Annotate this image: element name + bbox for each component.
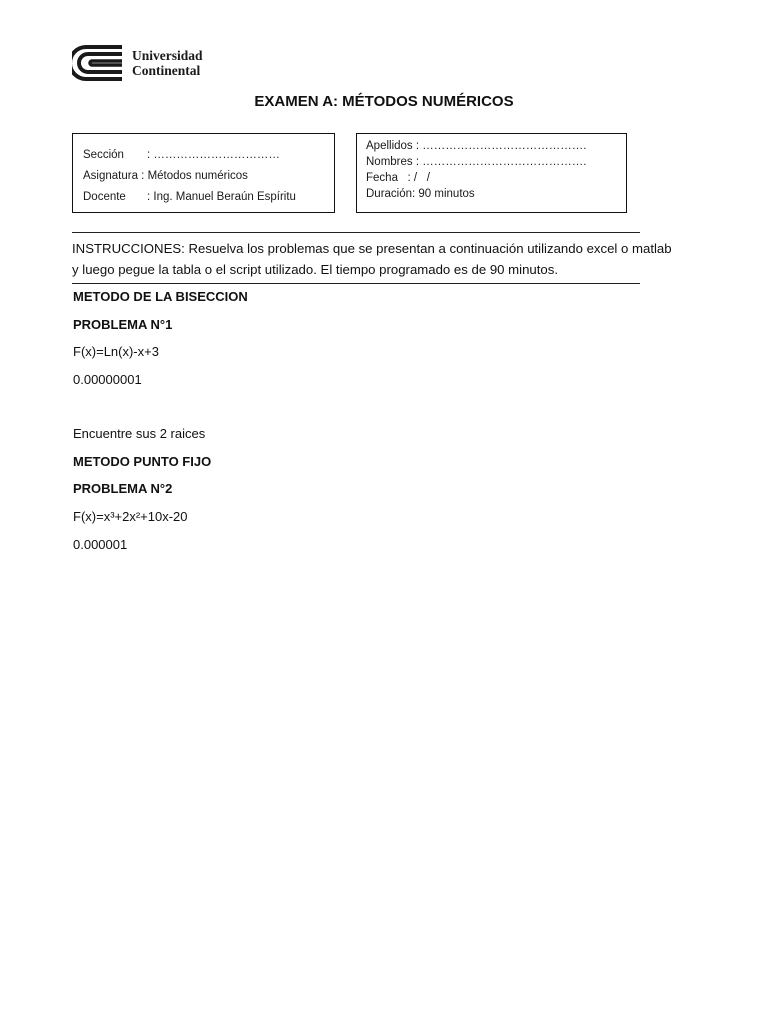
seccion-value: : …………………………… [147,149,280,161]
section1-tolerance: 0.00000001 [73,372,142,387]
docente-row [83,191,296,203]
logo-wordmark [132,48,203,78]
duracion-row: Duración: 90 minutos [366,188,475,200]
logo-line-2: Continental [132,63,201,78]
section2-problem: PROBLEMA N°2 [73,481,173,496]
seccion-label: Sección [83,149,124,161]
instructions-line-1: INSTRUCCIONES: Resuelva los problemas que se presentan a continuación utilizando excel o matlab [72,241,672,256]
instructions-line-2: y luego pegue la tabla o el script utilizado. El tiempo programado es de 90 minutos. [72,262,559,277]
docente-label: Docente [83,191,126,203]
nombres-row: Nombres : ……………………………………. [366,156,587,168]
section1-heading: METODO DE LA BISECCION [73,289,248,304]
section2-tolerance: 0.000001 [73,537,128,552]
student-info-box [356,133,627,213]
section1-function: F(x)=Ln(x)-x+3 [73,344,159,359]
section1-problem: PROBLEMA N°1 [73,317,173,332]
instructions-bottom-rule [72,283,640,284]
fecha-row: Fecha : / / [366,172,430,184]
logo-emblem-icon [72,44,126,82]
logo-line-1: Universidad [132,48,203,63]
instructions-block [72,238,712,280]
university-logo [72,44,222,84]
docente-value: : Ing. Manuel Beraún Espíritu [147,191,296,203]
section2-function: F(x)=x³+2x²+10x-20 [73,509,188,524]
exam-title: EXAMEN A: MÉTODOS NUMÉRICOS [254,93,514,110]
asignatura-row: Asignatura : Métodos numéricos [83,170,248,182]
seccion-row [83,149,280,161]
section1-task: Encuentre sus 2 raices [73,426,206,441]
section2-heading: METODO PUNTO FIJO [73,454,212,469]
instructions-top-rule [72,232,640,233]
course-info-box [72,133,335,213]
apellidos-row: Apellidos : ……………………………………. [366,140,587,152]
